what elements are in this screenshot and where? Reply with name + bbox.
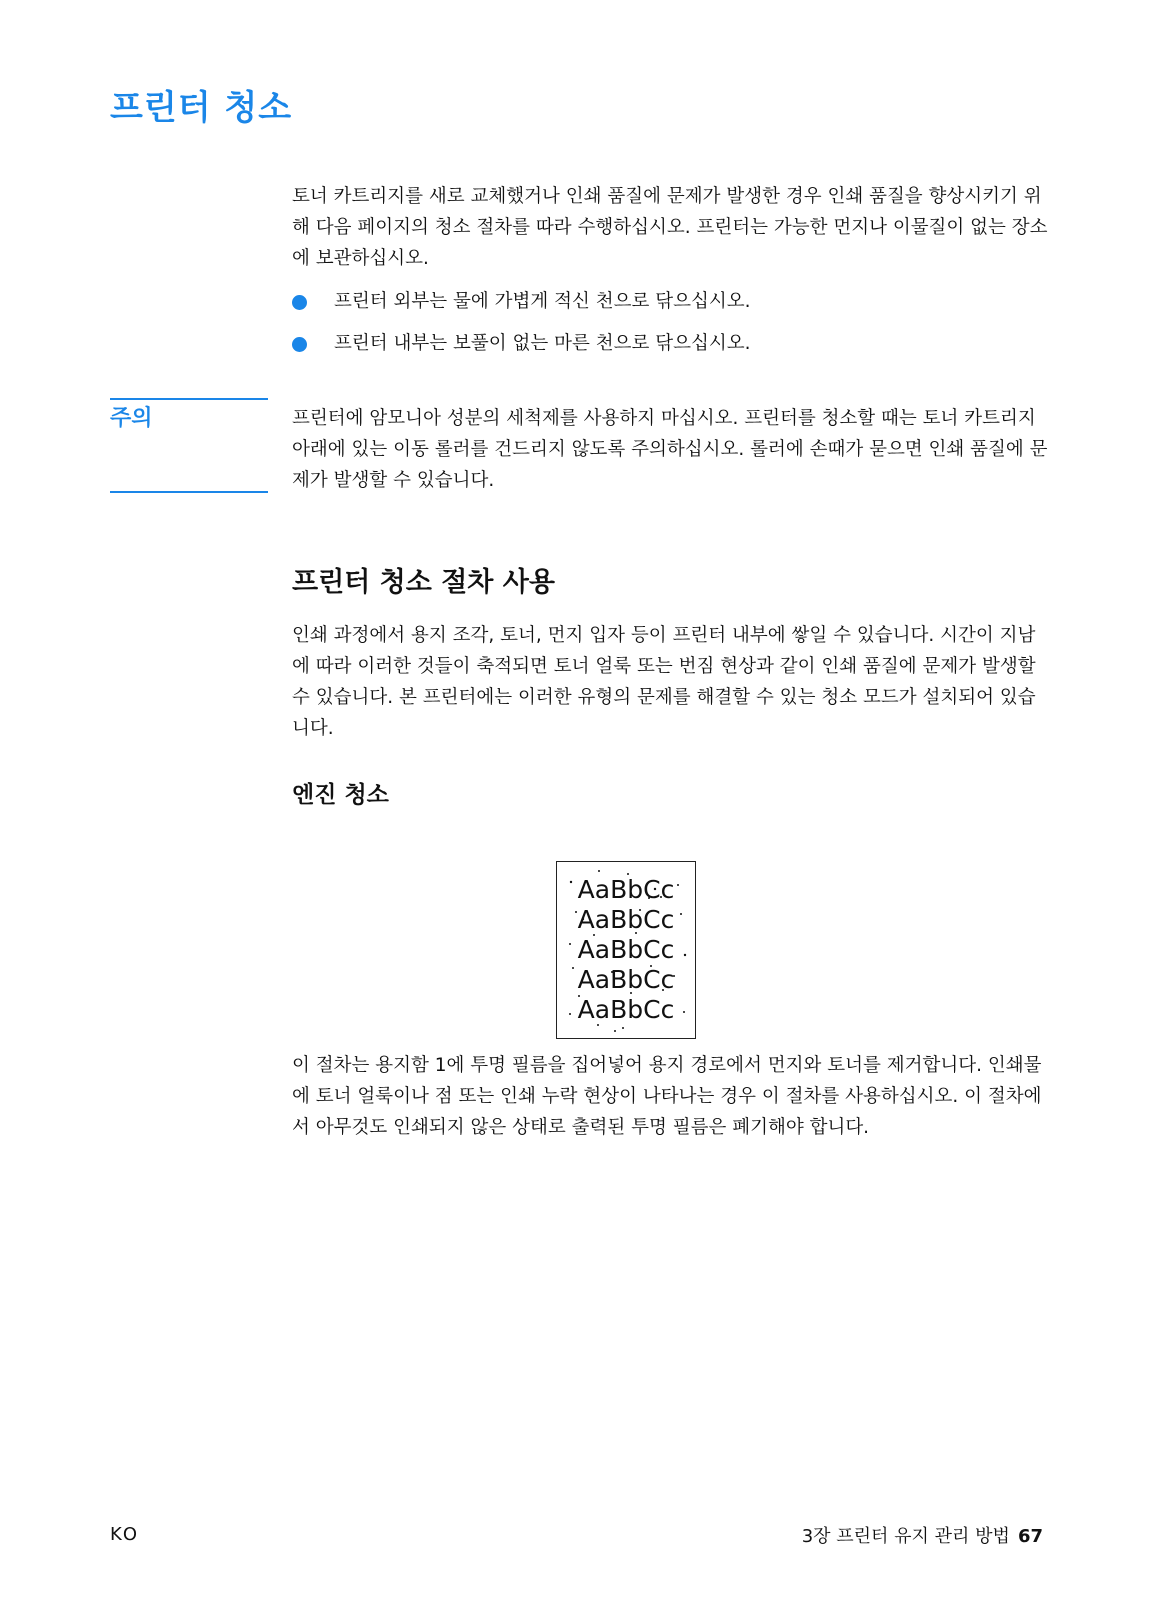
section-paragraph: 인쇄 과정에서 용지 조각, 토너, 먼지 입자 등이 프린터 내부에 쌓일 수 있습니다. 시간이 지남에 따라 이러한 것들이 축적되면 토너 얼룩 또는 번짐 현상과 같이 인쇄 품질에 문제가 발생할 수 있습니다. 본 프린터에는 이러한 유형의 문제를 해결할 수 있는 청소 모드가 설치되어 있습니다. — [292, 625, 1036, 739]
bullet-text: 프린터 내부는 보풀이 없는 마른 천으로 닦으십시오. — [334, 333, 751, 354]
footer-language: KO — [110, 1524, 139, 1545]
page-number: 67 — [1017, 1526, 1043, 1547]
list-item — [292, 287, 1052, 329]
sample-text-line: AaBbCc — [577, 935, 675, 964]
sample-text-line: AaBbCc — [577, 875, 675, 904]
engine-cleaning-paragraph: 이 절차는 용지함 1에 투명 필름을 집어넣어 용지 경로에서 먼지와 토너를 제거합니다. 인쇄물에 토너 얼룩이나 점 또는 인쇄 누락 현상이 나타나는 경우 이 절차를 사용하십시오. 이 절차에서 아무것도 인쇄되지 않은 상태로 출력된 투명 필름은 폐기해야 합니다. — [292, 1055, 1042, 1138]
sample-text-line: AaBbCc — [577, 965, 675, 994]
section-heading: 프린터 청소 절차 사용 — [292, 567, 555, 598]
list-item — [292, 329, 1052, 371]
footer-chapter — [802, 1522, 1043, 1548]
note-divider-top — [110, 398, 268, 400]
subsection-heading: 엔진 청소 — [292, 782, 389, 808]
note-divider-bottom — [110, 491, 268, 493]
bullet-text: 프린터 외부는 물에 가볍게 적신 천으로 닦으십시오. — [334, 291, 751, 312]
footer-chapter-title: 3장 프린터 유지 관리 방법 — [801, 1526, 1010, 1547]
sample-text-line: AaBbCc — [577, 905, 675, 934]
bullet-icon — [292, 295, 307, 310]
print-sample-svg — [557, 862, 695, 1038]
sample-text-line: AaBbCc — [577, 995, 675, 1024]
page-title: 프린터 청소 — [110, 88, 293, 128]
bullet-icon — [292, 337, 307, 352]
note-label: 주의 — [110, 406, 153, 431]
intro-paragraph: 토너 카트리지를 새로 교체했거나 인쇄 품질에 문제가 발생한 경우 인쇄 품질을 향상시키기 위해 다음 페이지의 청소 절차를 따라 수행하십시오. 프린터는 가능한 먼지나 이물질이 없는 장소에 보관하십시오. — [292, 186, 1048, 269]
print-sample-illustration — [556, 861, 696, 1039]
bullet-list — [292, 287, 1052, 371]
note-text: 프린터에 암모니아 성분의 세척제를 사용하지 마십시오. 프린터를 청소할 때는 토너 카트리지 아래에 있는 이동 롤러를 건드리지 않도록 주의하십시오. 롤러에 손때가 묻으면 인쇄 품질에 문제가 발생할 수 있습니다. — [292, 408, 1048, 491]
